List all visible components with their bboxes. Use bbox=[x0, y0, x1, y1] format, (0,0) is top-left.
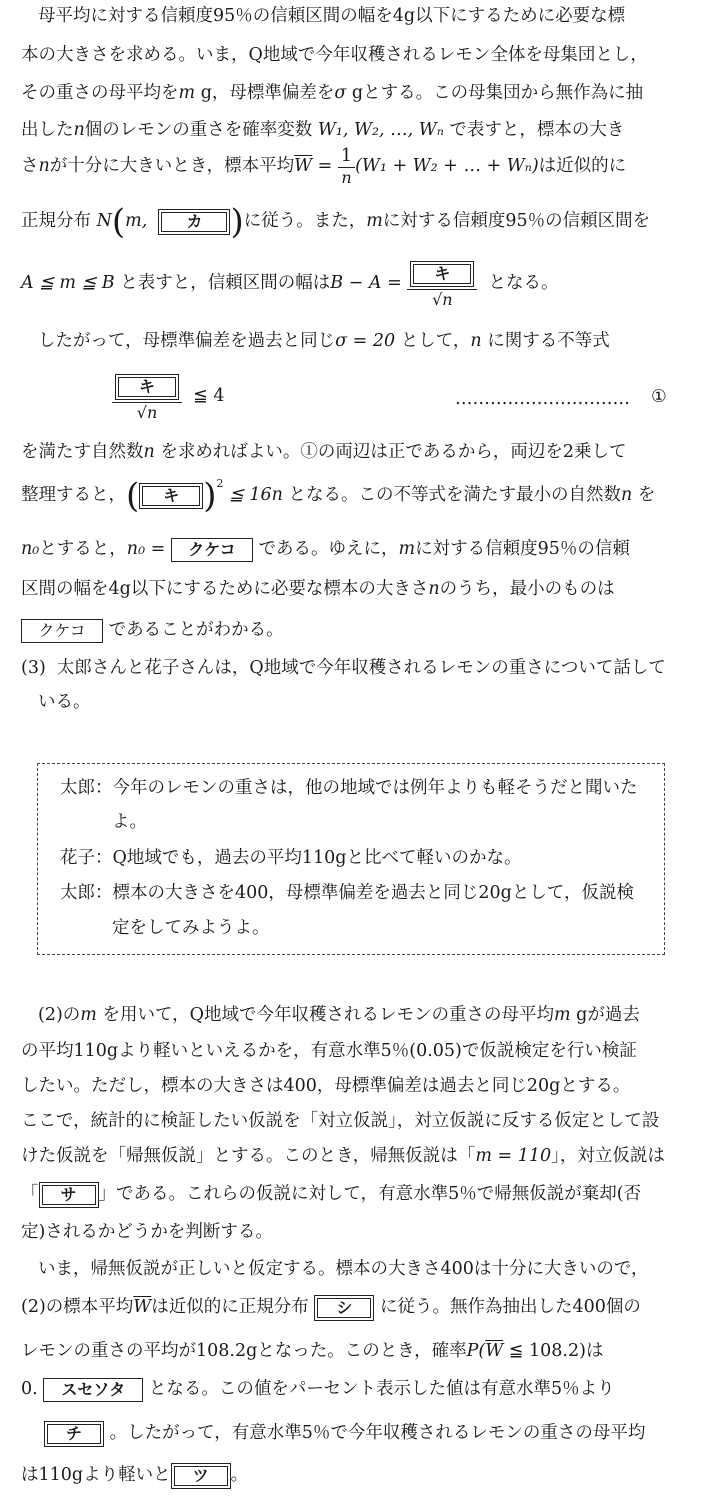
p5-line3: レモンの重さの平均が108.2gとなった。このとき，確率$P(\overline{W}$ ≦ 108.2)は bbox=[21, 1341, 604, 1361]
dialogue-box: 太郎：今年のレモンの重さは，他の地域では例年よりも軽そうだと聞いた よ。 花子：Q地域でも，過去の平均110gと比べて軽いのかな。 太郎：標本の大きさを400，母標準偏差を過去と同じ20gとして，仮説検 定をしてみようよ。 bbox=[37, 763, 665, 955]
p1-line3: その重さの母平均をm g，母標準偏差をσ gとする。この母集団から無作為に抽 bbox=[21, 83, 644, 103]
p1-line2: 本の大きさを求める。いま，Q地域で今年収穫されるレモン全体を母集団とし， bbox=[21, 45, 648, 65]
p2-line3: を満たす自然数n を求めればよい。①の両辺は正であるから，両辺を2乗して bbox=[21, 442, 627, 462]
width-fraction: $\frac{\text{キ}}{√n}$ bbox=[407, 261, 477, 308]
p5-line6: は110gより軽いと ツ 。 bbox=[21, 1458, 248, 1494]
sample-mean: $\overline{W}$ bbox=[294, 156, 313, 177]
p1-line7: A ≦ m ≦ B と表すと，信頼区間の幅は B − A = $\frac{\text{キ}}{√n}$ となる。 bbox=[21, 256, 558, 312]
p4-line4: ここで，統計的に検証したい仮説を「対立仮説」，対立仮説に反する仮定として設 bbox=[21, 1111, 660, 1131]
p4-line1: (2)のm を用いて，Q地域で今年収穫されるレモンの重さの母平均m gが過去 bbox=[38, 1005, 640, 1025]
p2-line5: n₀ とすると， n₀ = クケコ である。ゆえに， m に対する信頼度95％の信頼 bbox=[21, 535, 630, 565]
answer-box-tsu[interactable]: ツ bbox=[171, 1463, 231, 1489]
random-variables: W₁, W₂, …, Wₙ bbox=[317, 120, 444, 140]
answer-box-ki[interactable]: キ bbox=[139, 483, 203, 509]
answer-box-sa[interactable]: サ bbox=[39, 1182, 99, 1208]
answer-box-shi[interactable]: シ bbox=[314, 1295, 374, 1321]
speaker-taro: 太郎： bbox=[60, 778, 113, 798]
speaker-hanako: 花子： bbox=[60, 848, 113, 868]
p4-line5: けた仮説を「帰無仮説」とする。このとき，帰無仮説は「m = 110」，対立仮説は bbox=[21, 1146, 665, 1166]
p2-line7: クケコ であることがわかる。 bbox=[21, 616, 284, 646]
fraction-1-over-n: $\frac{1}{n}$ bbox=[338, 148, 355, 187]
speaker-taro: 太郎： bbox=[60, 883, 113, 903]
answer-box-susesota[interactable]: スセソタ bbox=[43, 1378, 143, 1402]
p2-line4: 整理すると， ( キ ) $^2$ ≦ 16n となる。この不等式を満たす最小の自然数 n を bbox=[21, 476, 656, 516]
dialogue-line-taro-1: 太郎：今年のレモンの重さは，他の地域では例年よりも軽そうだと聞いた bbox=[60, 778, 638, 798]
answer-box-ki[interactable]: キ bbox=[115, 374, 179, 400]
dialogue-line-taro-2: 太郎：標本の大きさを400，母標準偏差を過去と同じ20gとして，仮説検 bbox=[60, 883, 635, 903]
p2-line1: したがって，母標準偏差を過去と同じσ = 20 として，n に関する不等式 bbox=[38, 331, 610, 351]
p5-line1: いま，帰無仮説が正しいと仮定する。標本の大きさ400は十分に大きいので， bbox=[38, 1259, 649, 1279]
question-number: (3) bbox=[21, 658, 46, 678]
answer-box-ki[interactable]: キ bbox=[410, 261, 474, 287]
p5-line4: 0. スセソタ となる。この値をパーセント表示した値は有意水準5％より bbox=[21, 1373, 615, 1407]
p2-line6: 区間の幅を4g以下にするために必要な標本の大きさnのうち，最小のものは bbox=[21, 579, 615, 599]
p4-line3: したい。ただし，標本の大きさは400，母標準偏差は過去と同じ20gとする。 bbox=[21, 1076, 631, 1096]
p5-line5: チ 。したがって，有意水準5％で今年収穫されるレモンの重さの母平均 bbox=[44, 1416, 645, 1452]
dot-leader: ………………………… bbox=[455, 389, 630, 409]
p1-line5: さ n が十分に大きいとき，標本平均 $\overline{W}$ = $\frac{1}{n}$ (W₁ + W₂ + … + Wₙ) は近似的に bbox=[21, 145, 627, 188]
equation-number: ① bbox=[651, 387, 667, 407]
inequality-1: $\frac{\text{キ}}{√n}$ ≦ 4 bbox=[112, 367, 225, 427]
p1-line4: 出したn個のレモンの重さを確率変数 W₁, W₂, …, Wₙ で表すと，標本の大き bbox=[21, 120, 625, 140]
p4-line6: 「 サ 」である。これらの仮説に対して，有意水準5％で帰無仮説が棄却(否 bbox=[21, 1178, 641, 1212]
answer-box-kukeko-ref[interactable]: クケコ bbox=[21, 619, 103, 643]
p4-line2: の平均110gより軽いといえるかを，有意水準5％(0.05)で仮説検定を行い検証 bbox=[21, 1041, 637, 1061]
answer-box-kukeko[interactable]: クケコ bbox=[171, 538, 253, 562]
p4-line7: 定)されるかどうかを判断する。 bbox=[21, 1222, 273, 1242]
answer-box-ka[interactable]: カ bbox=[158, 209, 230, 235]
question-3-line1: (3) 太郎さんと花子さんは，Q地域で今年収穫されるレモンの重さについて話して bbox=[21, 658, 666, 678]
question-3-line2: いる。 bbox=[38, 692, 91, 712]
p5-line2: (2)の標本平均 $\overline{W}$ は近似的に正規分布 シ に従う。無作為抽出した400個の bbox=[21, 1289, 641, 1327]
dialogue-line-hanako: 花子：Q地域でも，過去の平均110gと比べて軽いのかな。 bbox=[60, 848, 522, 868]
p1-line1: 母平均に対する信頼度95％の信頼区間の幅を4g以下にするために必要な標 bbox=[38, 6, 626, 26]
p1-line6: 正規分布 N ( m, カ ) に従う。また， m に対する信頼度95％の信頼区間を bbox=[21, 202, 651, 242]
answer-box-chi[interactable]: チ bbox=[44, 1421, 104, 1447]
